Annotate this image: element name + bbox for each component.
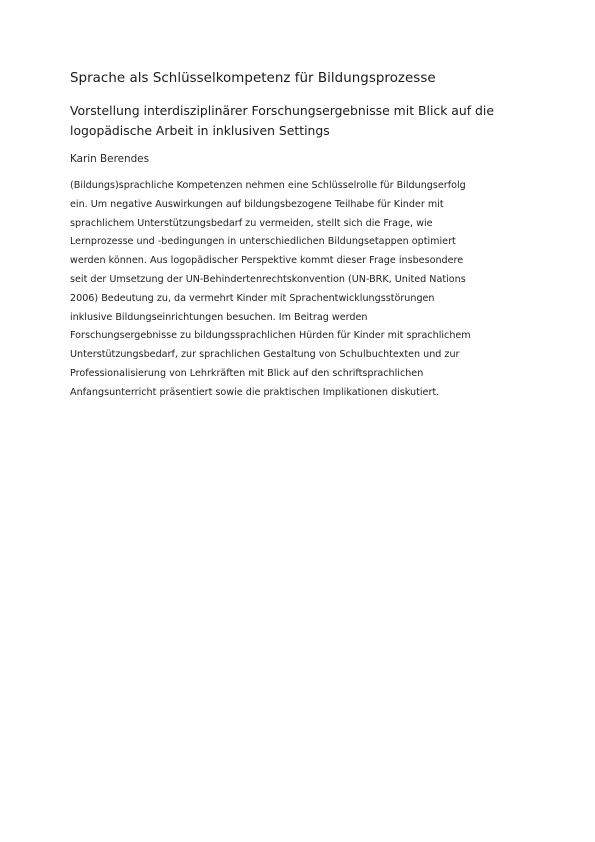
author-name: Karin Berendes bbox=[70, 153, 149, 165]
document-page bbox=[70, 70, 525, 403]
abstract-line: werden können. Aus logopädischer Perspektive kommt dieser Frage insbesondere bbox=[70, 255, 464, 267]
abstract-line: Forschungsergebnisse zu bildungssprachlichen Hürden für Kinder mit sprachlichem bbox=[70, 330, 471, 342]
abstract-line: Professionalisierung von Lehrkräften mit Blick auf den schriftsprachlichen bbox=[70, 367, 424, 379]
abstract-line: Anfangsunterricht präsentiert sowie die praktischen Implikationen diskutiert. bbox=[70, 386, 440, 398]
document-title: Sprache als Schlüsselkompetenz für Bildungsprozesse bbox=[70, 71, 436, 86]
abstract-line: Unterstützungsbedarf, zur sprachlichen Gestaltung von Schulbuchtexten und zur bbox=[70, 349, 460, 361]
abstract-line: 2006) Bedeutung zu, da vermehrt Kinder mit Sprachentwicklungsstörungen bbox=[70, 292, 435, 304]
abstract-line: Lernprozesse und -bedingungen in unterschiedlichen Bildungsetappen optimiert bbox=[70, 236, 456, 248]
abstract-line: inklusive Bildungseinrichtungen besuchen. Im Beitrag werden bbox=[70, 311, 368, 323]
abstract-line: (Bildungs)sprachliche Kompetenzen nehmen eine Schlüsselrolle für Bildungserfolg bbox=[70, 180, 466, 191]
abstract-paragraph bbox=[70, 177, 525, 403]
subtitle-line: Vorstellung interdisziplinärer Forschungsergebnisse mit Blick auf die bbox=[70, 103, 494, 118]
abstract-line: ein. Um negative Auswirkungen auf bildungsbezogene Teilhabe für Kinder mit bbox=[70, 198, 444, 210]
subtitle-line: logopädische Arbeit in inklusiven Settings bbox=[70, 123, 330, 138]
abstract-line: seit der Umsetzung der UN-Behindertenrechtskonvention (UN-BRK, United Nations bbox=[70, 273, 466, 285]
abstract-line: sprachlichem Unterstützungsbedarf zu vermeiden, stellt sich die Frage, wie bbox=[70, 217, 433, 229]
document-subtitle bbox=[70, 101, 525, 141]
